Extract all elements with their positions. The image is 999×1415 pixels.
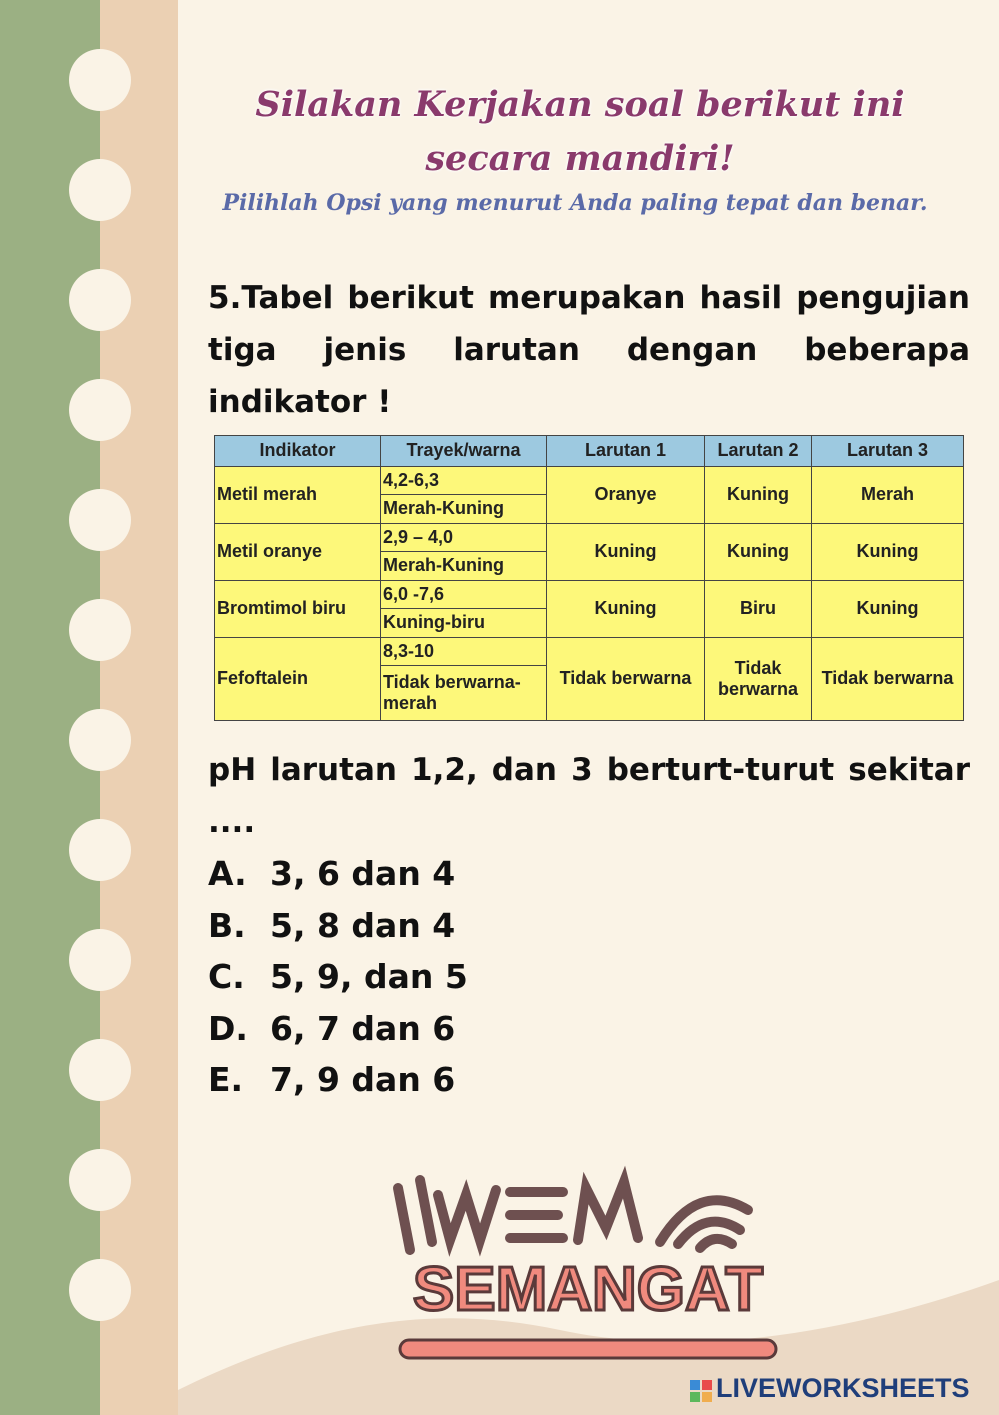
table-row bbox=[215, 466, 964, 495]
larutan-2-cell: Tidak berwarna bbox=[705, 637, 812, 720]
larutan-2-cell: Kuning bbox=[705, 466, 812, 523]
option-letter: E. bbox=[208, 1060, 244, 1099]
larutan-1-cell: Oranye bbox=[547, 466, 705, 523]
indicator-name: Metil merah bbox=[215, 466, 381, 523]
indicator-color: Merah-Kuning bbox=[381, 552, 547, 581]
indicator-table bbox=[214, 435, 964, 721]
indicator-range: 8,3-10 bbox=[381, 637, 547, 666]
option-d[interactable] bbox=[208, 1003, 468, 1055]
table-header: Indikator bbox=[215, 436, 381, 467]
table-header: Larutan 3 bbox=[812, 436, 964, 467]
indicator-range: 6,0 -7,6 bbox=[381, 580, 547, 609]
option-b[interactable] bbox=[208, 900, 468, 952]
larutan-2-cell: Kuning bbox=[705, 523, 812, 580]
indicator-range: 4,2-6,3 bbox=[381, 466, 547, 495]
logo-text: SEMANGAT bbox=[412, 1255, 764, 1324]
indicator-color: Merah-Kuning bbox=[381, 495, 547, 524]
table-header-row bbox=[215, 436, 964, 467]
option-c[interactable] bbox=[208, 951, 468, 1003]
larutan-1-cell: Tidak berwarna bbox=[547, 637, 705, 720]
answer-options bbox=[208, 848, 468, 1106]
liveworksheets-logo-icon bbox=[690, 1378, 712, 1400]
table-row bbox=[215, 580, 964, 609]
option-a[interactable] bbox=[208, 848, 468, 900]
liveworksheets-brand bbox=[690, 1373, 970, 1404]
option-letter: B. bbox=[208, 905, 246, 945]
table-header: Larutan 1 bbox=[547, 436, 705, 467]
larutan-1-cell: Kuning bbox=[547, 580, 705, 637]
larutan-3-cell: Kuning bbox=[812, 580, 964, 637]
option-text: 5, 9, dan 5 bbox=[270, 957, 468, 996]
option-letter: A. bbox=[208, 854, 247, 893]
option-letter: D. bbox=[208, 1008, 248, 1048]
larutan-1-cell: Kuning bbox=[547, 523, 705, 580]
larutan-3-cell: Kuning bbox=[812, 523, 964, 580]
table-header: Trayek/warna bbox=[381, 436, 547, 467]
indicator-name: Metil oranye bbox=[215, 523, 381, 580]
table-row bbox=[215, 637, 964, 666]
larutan-3-cell: Merah bbox=[812, 466, 964, 523]
semangat-logo bbox=[388, 1160, 788, 1375]
option-e[interactable] bbox=[208, 1054, 468, 1106]
option-text: 6, 7 dan 6 bbox=[270, 1008, 456, 1048]
table-row bbox=[215, 523, 964, 552]
indicator-name: Bromtimol biru bbox=[215, 580, 381, 637]
option-text: 5, 8 dan 4 bbox=[270, 905, 456, 945]
larutan-2-cell: Biru bbox=[705, 580, 812, 637]
page-subtitle: Pilihlah Opsi yang menurut Anda paling tepat dan benar. bbox=[222, 190, 928, 216]
larutan-3-cell: Tidak berwarna bbox=[812, 637, 964, 720]
indicator-name: Fefoftalein bbox=[215, 637, 381, 720]
question-intro: 5.Tabel berikut merupakan hasil pengujian tiga jenis larutan dengan beberapa indikator ! bbox=[208, 280, 970, 420]
option-text: 3, 6 dan 4 bbox=[270, 854, 456, 893]
page-title: Silakan Kerjakan soal berikut ini secara mandiri! bbox=[255, 84, 905, 179]
option-letter: C. bbox=[208, 957, 245, 996]
liveworksheets-text: LIVEWORKSHEETS bbox=[716, 1373, 970, 1403]
table-header: Larutan 2 bbox=[705, 436, 812, 467]
indicator-color: Kuning-biru bbox=[381, 609, 547, 638]
indicator-range: 2,9 – 4,0 bbox=[381, 523, 547, 552]
question-prompt: pH larutan 1,2, dan 3 berturt-turut sekitar .... bbox=[208, 752, 970, 840]
option-text: 7, 9 dan 6 bbox=[270, 1060, 456, 1099]
indicator-color: Tidak berwarna-merah bbox=[381, 666, 547, 721]
